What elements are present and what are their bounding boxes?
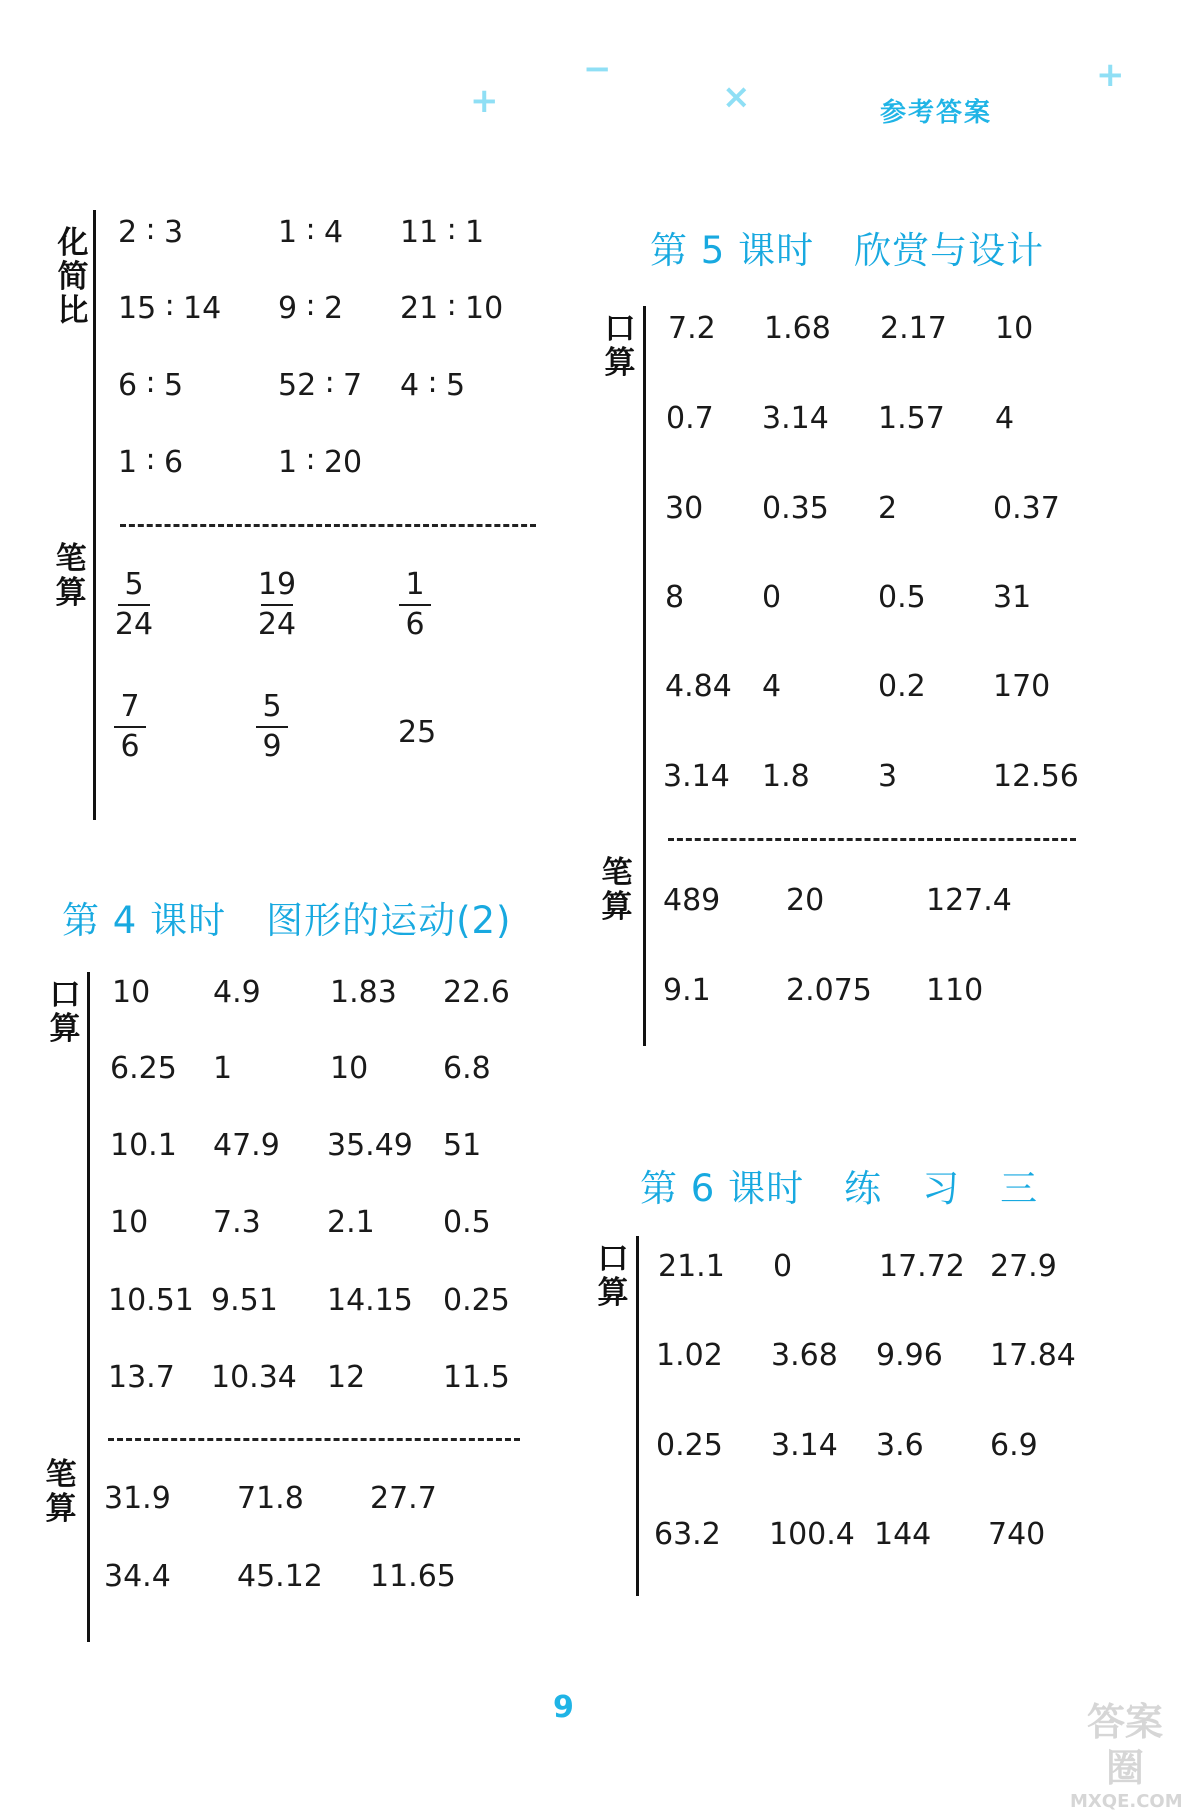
answer-cell: 127.4: [926, 883, 1012, 918]
ratio-cell: 21 ∶ 10: [400, 291, 504, 326]
divider-line: [643, 306, 646, 1046]
answer-cell: 9.96: [876, 1338, 943, 1373]
answer-cell: 22.6: [443, 975, 510, 1010]
answer-cell: 1.57: [878, 401, 945, 436]
answer-cell: 12: [327, 1360, 366, 1395]
answer-cell: 17.84: [990, 1338, 1076, 1373]
answer-cell: 27.9: [990, 1249, 1057, 1284]
ratio-cell: 1 ∶ 6: [118, 445, 184, 480]
ratio-cell: 52 ∶ 7: [278, 368, 363, 403]
answer-cell: 21.1: [658, 1249, 725, 1284]
answer-cell: 47.9: [213, 1128, 280, 1163]
answer-cell: 0.25: [656, 1428, 723, 1463]
answer-cell: 11.5: [443, 1360, 510, 1395]
answer-cell: 45.12: [237, 1559, 323, 1594]
fraction: 1 6: [395, 570, 435, 640]
answer-cell: 27.7: [370, 1481, 437, 1516]
answer-cell: 489: [663, 883, 721, 918]
answer-cell: 10: [112, 975, 151, 1010]
answer-cell: 4: [762, 669, 782, 704]
answer-cell: 1.02: [656, 1338, 723, 1373]
answer-cell: 10: [330, 1051, 369, 1086]
answer-cell: 2.17: [880, 311, 947, 346]
answer-cell: 71.8: [237, 1481, 304, 1516]
dashed-separator: [668, 838, 1076, 841]
answer-cell: 9.1: [663, 973, 711, 1008]
answer-cell: 7.2: [668, 311, 716, 346]
label-written: 笔算: [45, 1457, 77, 1527]
answer-cell: 9.51: [211, 1283, 278, 1318]
answer-cell: 30: [665, 491, 704, 526]
answer-cell: 6.9: [990, 1428, 1038, 1463]
answer-cell: 11.65: [370, 1559, 456, 1594]
answer-cell: 1.83: [330, 975, 397, 1010]
answer-cell: 110: [926, 973, 984, 1008]
fraction: 19 24: [257, 567, 297, 642]
answer-cell: 740: [988, 1517, 1046, 1552]
plus-icon: +: [1096, 55, 1125, 95]
answer-cell: 0: [773, 1249, 793, 1284]
answer-cell: 63.2: [654, 1517, 721, 1552]
dashed-separator: [108, 1438, 520, 1441]
label-oral: 口算: [49, 977, 81, 1047]
label-written: 笔算: [601, 855, 633, 925]
page-header-title: 参考答案: [880, 98, 993, 128]
answer-cell: 0.37: [993, 491, 1060, 526]
label-written: 笔算: [55, 541, 87, 611]
fraction: 7 6: [110, 692, 150, 762]
answer-cell: 3.14: [762, 401, 829, 436]
answer-cell: 34.4: [104, 1559, 171, 1594]
answer-cell: 3.68: [771, 1338, 838, 1373]
answer-cell: 6.8: [443, 1051, 491, 1086]
answer-cell: 13.7: [108, 1360, 175, 1395]
answer-cell: 1: [213, 1051, 233, 1086]
answer-cell: 1.68: [764, 311, 831, 346]
answer-cell: 31.9: [104, 1481, 171, 1516]
label-simplify: 化简比: [57, 225, 89, 329]
dashed-separator: [120, 524, 536, 527]
answer-cell: 3: [878, 759, 898, 794]
divider-line: [636, 1236, 639, 1596]
answer-cell: 2: [878, 491, 898, 526]
answer-cell: 144: [874, 1517, 932, 1552]
answer-cell: 170: [993, 669, 1051, 704]
answer-cell: 2.075: [786, 973, 872, 1008]
answer-cell: 8: [665, 580, 685, 615]
answer-cell: 4.84: [665, 669, 732, 704]
ratio-cell: 1 ∶ 4: [278, 215, 344, 250]
answer-cell: 10.51: [108, 1283, 194, 1318]
answer-cell: 6.25: [110, 1051, 177, 1086]
section-title: 第 4 课时 图形的运动(2): [62, 899, 512, 942]
answer-cell: 0: [762, 580, 782, 615]
answer-cell: 20: [786, 883, 825, 918]
label-oral: 口算: [597, 1241, 629, 1311]
label-oral: 口算: [604, 311, 636, 381]
divider-line: [93, 210, 96, 820]
answer-cell: 10: [110, 1205, 149, 1240]
answer-cell: 31: [993, 580, 1032, 615]
answer-cell: 17.72: [879, 1249, 965, 1284]
page-number: 9: [553, 1690, 574, 1725]
ratio-cell: 6 ∶ 5: [118, 368, 184, 403]
answer-cell: 0.2: [878, 669, 926, 704]
answer-cell: 14.15: [327, 1283, 413, 1318]
answer-cell: 51: [443, 1128, 482, 1163]
answer-cell: 0.7: [666, 401, 714, 436]
answer-cell: 10.34: [211, 1360, 297, 1395]
answer-cell: 1.8: [762, 759, 810, 794]
answer-cell: 100.4: [769, 1517, 855, 1552]
answer-cell: 0.5: [443, 1205, 491, 1240]
ratio-cell: 11 ∶ 1: [400, 215, 485, 250]
answer-cell: 10.1: [110, 1128, 177, 1163]
ratio-cell: 1 ∶ 20: [278, 445, 363, 480]
fraction: 5 9: [252, 692, 292, 762]
watermark-logo: 答案圈 MXQE.COM: [1070, 1700, 1183, 1813]
answer-cell: 0.25: [443, 1283, 510, 1318]
answer-cell: 0.5: [878, 580, 926, 615]
answer-cell: 12.56: [993, 759, 1079, 794]
answer-cell: 7.3: [213, 1205, 261, 1240]
answer-cell: 3.14: [771, 1428, 838, 1463]
ratio-cell: 4 ∶ 5: [400, 368, 466, 403]
answer-cell: 3.14: [663, 759, 730, 794]
times-icon: ×: [722, 77, 751, 117]
answer-cell: 10: [995, 311, 1034, 346]
ratio-cell: 2 ∶ 3: [118, 215, 184, 250]
answer-cell: 35.49: [327, 1128, 413, 1163]
minus-icon: −: [583, 49, 612, 89]
answer-cell: 3.6: [876, 1428, 924, 1463]
answer-cell: 25: [398, 715, 437, 750]
section-title: 第 5 课时 欣赏与设计: [650, 229, 1045, 272]
fraction: 5 24: [114, 567, 154, 642]
answer-cell: 4.9: [213, 975, 261, 1010]
section-title: 第 6 课时 练 习 三: [640, 1167, 1039, 1210]
ratio-cell: 15 ∶ 14: [118, 291, 222, 326]
answer-cell: 2.1: [327, 1205, 375, 1240]
plus-icon: +: [470, 81, 499, 121]
answer-cell: 4: [995, 401, 1015, 436]
divider-line: [87, 972, 90, 1642]
ratio-cell: 9 ∶ 2: [278, 291, 344, 326]
answer-cell: 0.35: [762, 491, 829, 526]
